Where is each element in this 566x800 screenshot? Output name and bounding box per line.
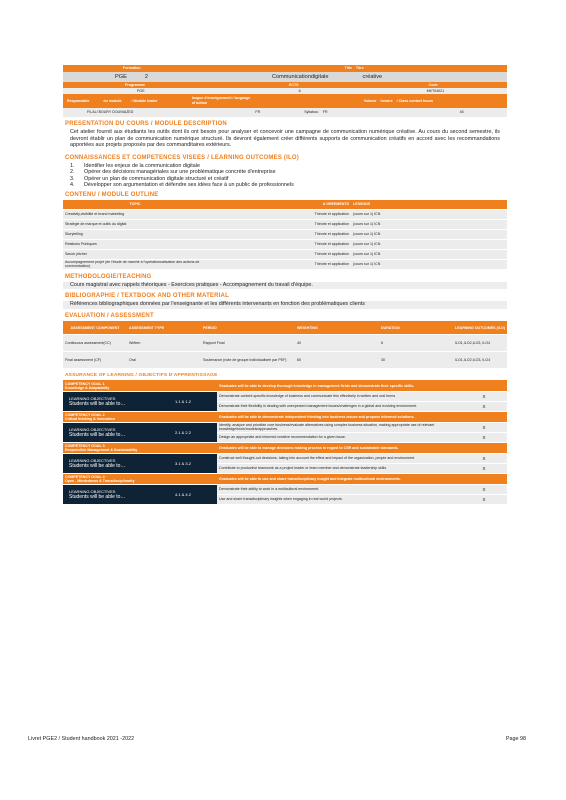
aol-item-row	[63, 453, 507, 463]
aol-goal-description: Graduates will be able to manage decisions making process in regard to CSR and sustainable standards.	[217, 442, 507, 453]
footer-page-number: Page 98	[505, 736, 526, 742]
language-label: langue d'enseignement / language of tuition	[191, 96, 251, 105]
outline-session: (cours sur 1) ICN	[351, 249, 507, 259]
ects-label: ECTS	[288, 82, 299, 87]
eval-ilo: ILO1,ILO2,ILO3, ILO4	[453, 352, 507, 369]
evaluation-row	[63, 352, 507, 369]
methodology-text: Cours magistral avec rappels théoriques - Exercices pratiques - Accompagnement du travail d'équipe.	[63, 282, 507, 290]
aol-objectives-box	[65, 489, 215, 500]
page-footer	[28, 736, 526, 742]
outline-topic: Creativity,visibilité et brand marketing	[63, 209, 207, 219]
aol-objectives-sub: Students will be able to…	[69, 493, 126, 500]
title-label: Title	[344, 66, 352, 71]
competence-item	[70, 182, 500, 189]
course-title-row	[63, 72, 507, 82]
syllabus-value: FR	[322, 110, 328, 115]
aol-goal-row	[63, 473, 507, 484]
outline-topic: Savoir pitcher	[63, 249, 207, 259]
aol-objectives-label: LEARNING OBJECTIVES	[69, 457, 116, 463]
aol-objectives-box	[65, 458, 215, 469]
course-title-2: créative	[362, 73, 383, 80]
outline-type: Théorie et application	[207, 249, 351, 259]
leader-values-row	[63, 108, 507, 117]
outline-type: Théorie et application	[207, 219, 351, 229]
evaluation-row	[63, 335, 507, 352]
aol-item-text: Demonstrate their flexibility in dealing with unexpected management issues/challenges in a global and evolving environment.	[217, 401, 461, 411]
aol-objectives-label: LEARNING OBJECTIVES	[69, 426, 116, 432]
aol-item-row	[63, 484, 507, 494]
aol-table	[63, 380, 507, 505]
aol-item-text: Demonstrate content-specific knowledge of business and communicate this effectively in written and oral forms	[217, 391, 461, 401]
footer-left: Livret PGE2 / Student handbook 2021 -2022	[28, 736, 135, 742]
aol-goal-cell	[63, 411, 217, 422]
outline-type: Théorie et application	[207, 229, 351, 239]
aol-objectives-text	[69, 396, 125, 407]
code-value: MKT04021	[426, 88, 445, 93]
bibliography-text: Références bibliographiques données par l'enseignante et les différents intervenants en fonction des problématiques clients	[63, 301, 507, 309]
aol-item-text: Design an appropriate and informed creative recommendation for a given issue.	[217, 432, 461, 442]
aol-objectives-cell	[63, 391, 217, 411]
outline-row	[63, 239, 507, 249]
outline-session: (cours sur 1) ICN	[351, 239, 507, 249]
language-value: FR	[255, 110, 261, 115]
aol-los: 4.1 & 4.2	[174, 491, 191, 497]
eval-ilo: ILO1,ILO2,ILO3, ILO4	[453, 335, 507, 352]
aol-objectives-sub: Students will be able to…	[69, 400, 126, 407]
outline-topic: Storytelling	[63, 229, 207, 239]
eval-period: Rapport Final	[201, 335, 295, 352]
outline-table	[63, 200, 507, 270]
eval-duration: 30	[379, 352, 453, 369]
aol-objectives-box	[65, 427, 215, 438]
code-label: Code	[428, 82, 438, 87]
aol-goal-sub: Responsible Management & Sustainability	[65, 447, 138, 452]
aol-item-mark: X	[461, 401, 507, 411]
evaluation-header-row	[63, 321, 507, 335]
outline-topic-header: TOPIC	[63, 200, 207, 210]
aol-item-text: Construct well thought-out decisions, taking into account the effect and impact of the organization, people and environment.	[217, 453, 461, 463]
aol-item-text: Demonstrate their ability to work in a multicultural environment.	[217, 484, 461, 494]
hours-value: 45	[459, 110, 464, 115]
titre-label: Titre	[355, 66, 364, 71]
aol-goal: COMPETENCY GOAL 4	[65, 474, 105, 479]
eval-component: Final assessment (CF)	[63, 352, 127, 369]
eval-ilo-header: LEARNING OUTCOMES (ILO)	[453, 321, 507, 335]
responsable-label: Responsable	[67, 98, 90, 103]
outline-heading: CONTENU / MODULE OUTLINE	[65, 191, 159, 198]
aol-goal-row	[63, 411, 507, 422]
du-module-label: du module	[103, 98, 122, 103]
aol-goal-description: Graduates will be able to demonstrate independent thinking into business issues and propose informed solutions.	[217, 411, 507, 422]
eval-component-header: ASSESSMENT COMPONENT	[63, 321, 127, 335]
aol-heading: ASSURANCE OF LEARNING / OBJECTIFS D'APPRENTISSAGE	[65, 373, 218, 379]
aol-item-mark: X	[461, 453, 507, 463]
aol-item-mark: X	[461, 484, 507, 494]
competence-text: Identifier les enjeux de la communication digitale	[84, 162, 200, 169]
volume-label: Volume	[363, 98, 377, 103]
evaluation-heading: EVALUATION / ASSESSMENT	[65, 312, 154, 319]
aol-goal-description: Graduates will be able to develop thorough knowledge in management fields and demonstrate their specific skills.	[217, 380, 507, 391]
aol-goal-cell	[63, 473, 217, 484]
eval-weighting: 60	[295, 352, 379, 369]
eval-component: Continuous assessment(CC)	[63, 335, 127, 352]
competence-number: 3.	[70, 175, 75, 182]
class-contact-label: / Class contact hours	[396, 98, 433, 103]
aol-goal-sub: Knowledge & Adaptability	[65, 385, 110, 390]
aol-objectives-sub: Students will be able to…	[69, 431, 126, 438]
outline-row	[63, 249, 507, 259]
eval-period: Soutenance (note de groupe individualisée par PEF)	[201, 352, 295, 369]
aol-objectives-text	[69, 489, 125, 500]
aol-goal-sub: Critical thinking & Innovation	[65, 416, 115, 421]
aol-objectives-cell	[63, 453, 217, 473]
methodology-heading: METHODOLOGIE/TEACHING	[65, 273, 152, 280]
aol-objectives-cell	[63, 484, 217, 504]
outline-type: Théorie et application	[207, 239, 351, 249]
aol-objectives-sub: Students will be able to…	[69, 462, 126, 469]
outline-session: (cours sur 1) ICN	[351, 219, 507, 229]
programme-label: Programme	[125, 82, 145, 87]
eval-type: Written	[127, 335, 201, 352]
aol-goal-row	[63, 380, 507, 391]
aol-goal-cell	[63, 380, 217, 391]
horaire-label: horaire	[380, 98, 393, 103]
aol-objectives-box	[65, 396, 215, 407]
aol-item-mark: X	[461, 494, 507, 504]
eval-duration-header: DURATION	[379, 321, 453, 335]
presentation-heading: PRESENTATION DU COURS / MODULE DESCRIPTION	[65, 121, 227, 127]
eval-type: Oral	[127, 352, 201, 369]
competence-text: Opérer un plan de communication digitale structuré et créatif	[84, 175, 229, 182]
eval-period-header: PERIOD	[201, 321, 295, 335]
leader-header-row	[63, 94, 507, 108]
aol-goal-cell	[63, 442, 217, 453]
program-year: 2	[144, 73, 148, 80]
outline-row	[63, 219, 507, 229]
course-title: Communicationdigitale	[271, 73, 329, 80]
outline-topic: Relations Publiques	[63, 239, 207, 249]
aol-goal-description: Graduates will be able to use and share transdisciplinary insight and integrate multicultural environments.	[217, 473, 507, 484]
outline-session: (cours sur 1) ICN	[351, 229, 507, 239]
formation-header-row	[63, 65, 507, 72]
aol-item-mark: X	[461, 432, 507, 442]
aol-item-mark: X	[461, 463, 507, 473]
outline-session: (cours sur 1) ICN	[351, 259, 507, 269]
aol-objectives-cell	[63, 422, 217, 442]
formation-label: Formation	[123, 66, 141, 71]
outline-row	[63, 259, 507, 269]
aol-goal: COMPETENCY GOAL 3	[65, 443, 105, 448]
aol-item-mark: X	[461, 391, 507, 401]
outline-type: Théorie et application	[207, 259, 351, 269]
leader-value: FILALI BOURY DOUNIAZED	[87, 110, 134, 115]
aol-los: 3.1 & 3.2	[174, 460, 191, 466]
eval-weighting: 40	[295, 335, 379, 352]
aol-goal-sub: Open - Mindedness & Transdisciplinarity	[65, 478, 135, 483]
competence-text: Opérer des décisions managériales sur une problématique concrète d'entreprise	[84, 169, 276, 176]
aol-objectives-label: LEARNING OBJECTIVES	[69, 488, 116, 494]
aol-goal: COMPETENCY GOAL 1	[65, 381, 105, 386]
course-sheet	[63, 65, 507, 505]
competences-list	[63, 163, 507, 189]
syllabus-label: Syllabus:	[304, 110, 319, 115]
outline-type: Théorie et application	[207, 209, 351, 219]
presentation-text: Cet atelier fournit aux étudiants les outils dont ils ont besoin pour analyser et concevoir une campagne de communication numérique créative. Au cours du second semestre, ils devront établir un plan de communication numérique structuré. Ils devront également créer différents supports de communication créatifs en accord avec les recommandations apportées aux projets proposés par des commanditaires extérieurs.	[70, 129, 500, 149]
outline-topic: Stratégie de marque et outils du digital	[63, 219, 207, 229]
competences-heading: CONNAISSANCES ET COMPETENCES VISEES / LEARNING OUTCOMES (ILO)	[65, 154, 299, 161]
outline-topic: Accompagnement projet (de l'étude de marché à l'opérationnalisation des actions de communication)	[63, 259, 207, 269]
ects-value: 6	[298, 88, 301, 93]
outline-row	[63, 229, 507, 239]
outline-row	[63, 209, 507, 219]
program-name: PGE	[115, 73, 127, 80]
aol-item-text: Use and share transdisciplinary insights when engaging in real world projects.	[217, 494, 461, 504]
competence-text: Développer son argumentation et défendre ses idées face à un public de professionnels	[84, 182, 294, 189]
outline-session: (cours sur 1) ICN	[351, 209, 507, 219]
aol-item-text: Identify, analyze and prioritize core business/evaluate alternatives using complex business situation, making appropriate use of relevant knowledge/tools/models/approaches.	[217, 422, 461, 432]
competence-number: 1.	[70, 162, 75, 169]
aol-objectives-text	[69, 427, 125, 438]
aol-objectives-label: LEARNING OBJECTIVES	[69, 395, 116, 401]
aol-item-row	[63, 422, 507, 432]
competence-number: 2.	[70, 169, 75, 176]
aol-goal: COMPETENCY GOAL 2	[65, 412, 105, 417]
aol-item-text: Contribute to productive teamwork as a project leader or team member and demonstrate leadership skills.	[217, 463, 461, 473]
aol-los: 2.1 & 2.2	[174, 429, 191, 435]
aol-objectives-text	[69, 458, 125, 469]
aol-goal-row	[63, 442, 507, 453]
module-leader-label: / Module leader	[131, 98, 158, 103]
aol-item-row	[63, 391, 507, 401]
outline-ilo-header: LESSONS	[351, 200, 507, 210]
aol-los: 1.1 & 1.2	[174, 398, 191, 404]
outline-header-row	[63, 200, 507, 210]
bibliography-heading: BIBLIOGRAPHIE / TEXTBOOK AND OTHER MATERIAL	[65, 293, 229, 300]
programme-value: PGE	[137, 88, 145, 93]
eval-duration: 6	[379, 335, 453, 352]
outline-agreements-header: A GREEMENTS	[207, 200, 351, 210]
competence-number: 4.	[70, 182, 75, 189]
evaluation-table	[63, 321, 507, 370]
aol-item-mark: X	[461, 422, 507, 432]
eval-weighting-header: WEIGHTING	[295, 321, 379, 335]
eval-type-header: ASSESSMENT TYPE	[127, 321, 201, 335]
